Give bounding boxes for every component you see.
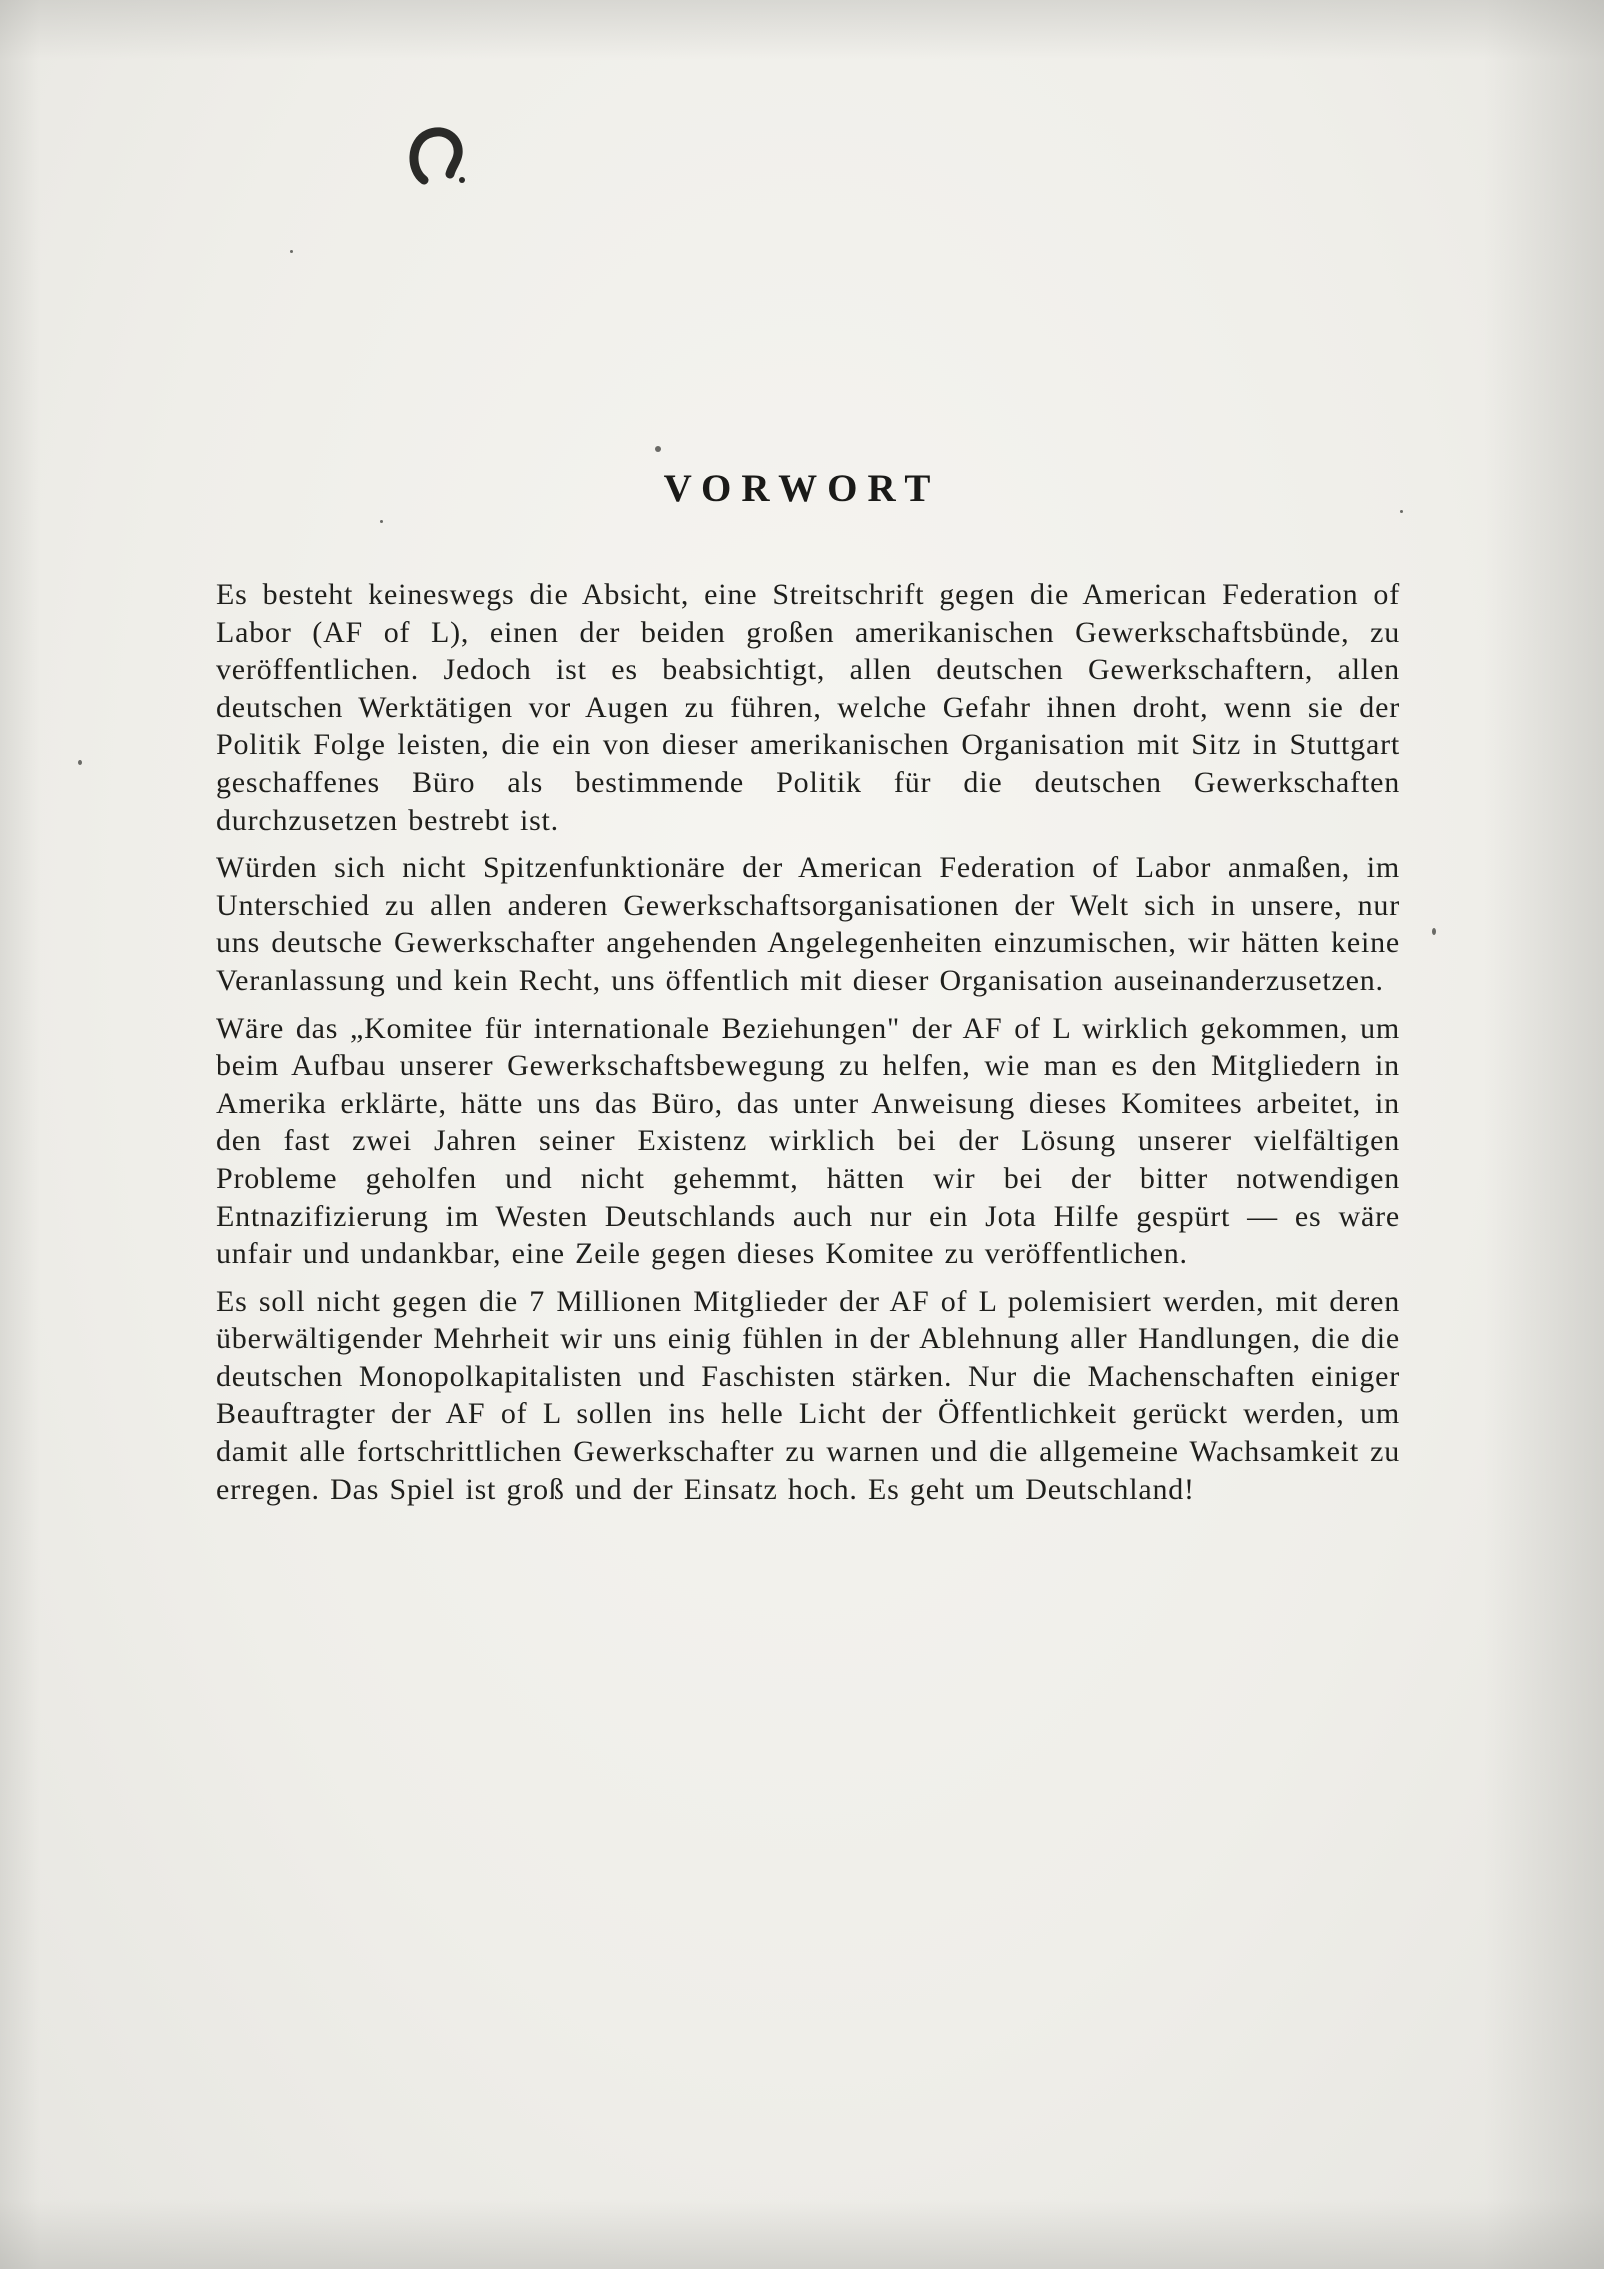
body-text <box>216 576 1400 1518</box>
scan-shadow-top <box>0 0 1604 60</box>
scan-speck <box>380 520 383 523</box>
paragraph: Es soll nicht gegen die 7 Millionen Mitglieder der AF of L polemisiert werden, mit deren überwältigender Mehrheit wir uns einig fühlen in der Ablehnung aller Handlungen, die die deutschen Monopolkapitalisten und Faschisten stärken. Nur die Machenschaften einiger Beauftragter der AF of L sollen ins helle Licht der Öffentlichkeit gerückt werden, um damit alle fortschrittlichen Gewerkschafter zu warnen und die allgemeine Wachsamkeit zu erregen. Das Spiel ist groß und der Einsatz hoch. Es geht um Deutschland! <box>216 1284 1400 1506</box>
paragraph: Würden sich nicht Spitzenfunktionäre der American Federation of Labor anmaßen, im Unterschied zu allen anderen Gewerkschaftsorganisationen der Welt sich in unsere, nur uns deutsche Gewerkschafter angehenden Angelegenheiten einzumischen, wir hätten keine Veranlassung und kein Recht, uns öffentlich mit dieser Organisation auseinanderzusetzen. <box>216 851 1400 997</box>
paragraph: Es besteht keineswegs die Absicht, eine Streitschrift gegen die American Federation of Labor (AF of L), einen der beiden großen amerikanischen Gewerkschaftsbünde, zu veröffentlichen. Jedoch ist es beabsichtigt, allen deutschen Gewerkschaftern, allen deutschen Werktätigen vor Augen zu führen, welche Gefahr ihnen droht, wenn sie der Politik Folge leisten, die ein von dieser amerikanischen Organisation mit Sitz in Stuttgart geschaffenes Büro als bestimmende Politik für die deutschen Gewerkschaften durchzusetzen bestrebt ist. <box>216 578 1400 837</box>
paragraph: Wäre das „Komitee für internationale Beziehungen" der AF of L wirklich gekommen, um beim Aufbau unserer Gewerkschaftsbewegung zu helfen, wie man es den Mitgliedern in Amerika erklärte, hätte uns das Büro, das unter Anweisung dieses Komitees arbeitet, in den fast zwei Jahren seiner Existenz wirklich bei der Lösung unserer vielfältigen Probleme geholfen und nicht gehemmt, hätten wir bei der bitter notwendigen Entnazifizierung im Westen Deutschlands auch nur ein Jota Hilfe gespürt — es wäre unfair und undankbar, eine Zeile gegen dieses Komitee zu veröffentlichen. <box>216 1011 1400 1271</box>
scan-speck <box>290 250 293 253</box>
scan-speck <box>78 760 82 765</box>
scan-speck <box>1432 928 1436 935</box>
scan-speck <box>655 446 661 452</box>
page-mark-icon <box>402 122 472 192</box>
scan-shadow-right <box>1484 0 1604 2269</box>
scan-shadow-left <box>0 0 40 2269</box>
page-title: VORWORT <box>663 467 941 510</box>
scan-shadow-bottom <box>0 2199 1604 2269</box>
